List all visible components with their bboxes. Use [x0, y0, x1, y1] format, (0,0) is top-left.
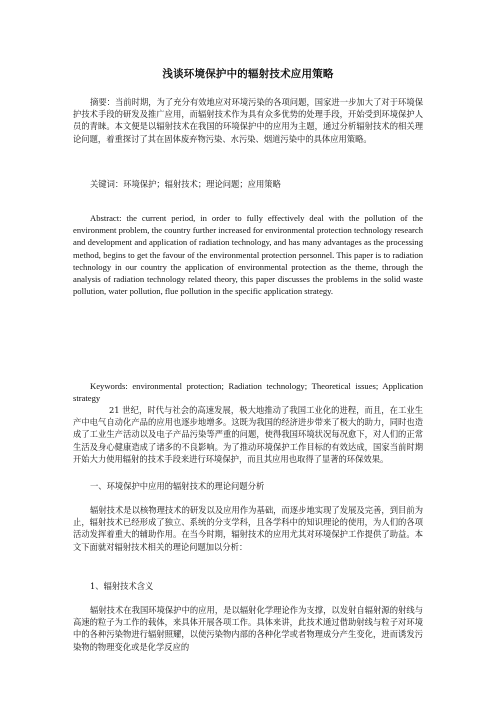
subsection-1-1-paragraph: 辐射技术在我国环境保护中的应用，是以辐射化学理论作为支撑，以发射自辐射源的射线与高速的粒子为工作的载体，来具体开展各项工作。具体来讲，此技术通过借助射线与粒子对环境中的各种污染物进行辐射照耀，以使污染物内部的各种化学或者物理成分产生变化，进而诱发污染物的物理变化或是化学反应的	[73, 605, 423, 652]
keywords-chinese: 关键词：环境保护；辐射技术；理论问题；应用策略	[90, 179, 281, 189]
intro-paragraph: 21 世纪，时代与社会的高速发展，极大地推动了我国工业化的进程，而且，在工业生产中电气自动化产品的应用也逐步地增多。这既为我国的经济进步带来了极大的助力，同时也造成了工业生产活动以及电子产品污染等严重的问题，使得我国环境状况每况愈下，对人们的正常生活及身心健康造成了诸多的不良影响。为了推动环境保护工作目标的有效达成，国家当前时期开始大力使用辐射的技术手段来进行环境保护，而且其应用也取得了显著的环保效果。	[73, 405, 423, 464]
keywords-english: Keywords: environmental protection; Radiation technology; Theoretical issues; Application strategy	[73, 381, 423, 404]
subsection-heading-1-1: 1、辐射技术含义	[90, 581, 154, 591]
abstract-chinese: 摘要：当前时期，为了充分有效地应对环境污染的各项问题，国家进一步加大了对于环境保护技术手段的研发及推广应用，而辐射技术作为具有众多优势的处理手段，开始受到环境保护人员的青睐。本文便是以辐射技术在我国的环境保护中的应用为主题，通过分析辐射技术的相关理论问题，着重探讨了其在固体废弃物污染、水污染、烟道污染中的具体应用策略。	[73, 97, 423, 144]
document-title: 浅谈环境保护中的辐射技术应用策略	[162, 68, 334, 80]
section-1-paragraph: 辐射技术是以核物理技术的研发以及应用作为基础，而逐步地实现了发展及完善，到目前为止，辐射技术已经形成了独立、系统的分支学科，且各学科中的知识理论的使用，为人们的各项活动发挥着重大的辅助作用。在当今时期，辐射技术的应用尤其对环境保护工作提供了助益。本文下面就对辐射技术相关的理论问题加以分析：	[73, 505, 423, 552]
abstract-english: Abstract: the current period, in order to fully effectively deal with the pollution of the environment problem, the country further increased for environmental protection technology research and development and application of radiation technology, and has many advantages as the processing method, begins to get the favour of the environmental protection personnel. This paper is to radiation technology in our country the application of environmental protection as the theme, through the analysis of radiation technology related theory, this paper discusses the problems in the solid waste pollution, water pollution, flue pollution in the specific application strategy.	[73, 213, 423, 297]
section-heading-1: 一、环境保护中应用的辐射技术的理论问题分析	[90, 481, 265, 491]
